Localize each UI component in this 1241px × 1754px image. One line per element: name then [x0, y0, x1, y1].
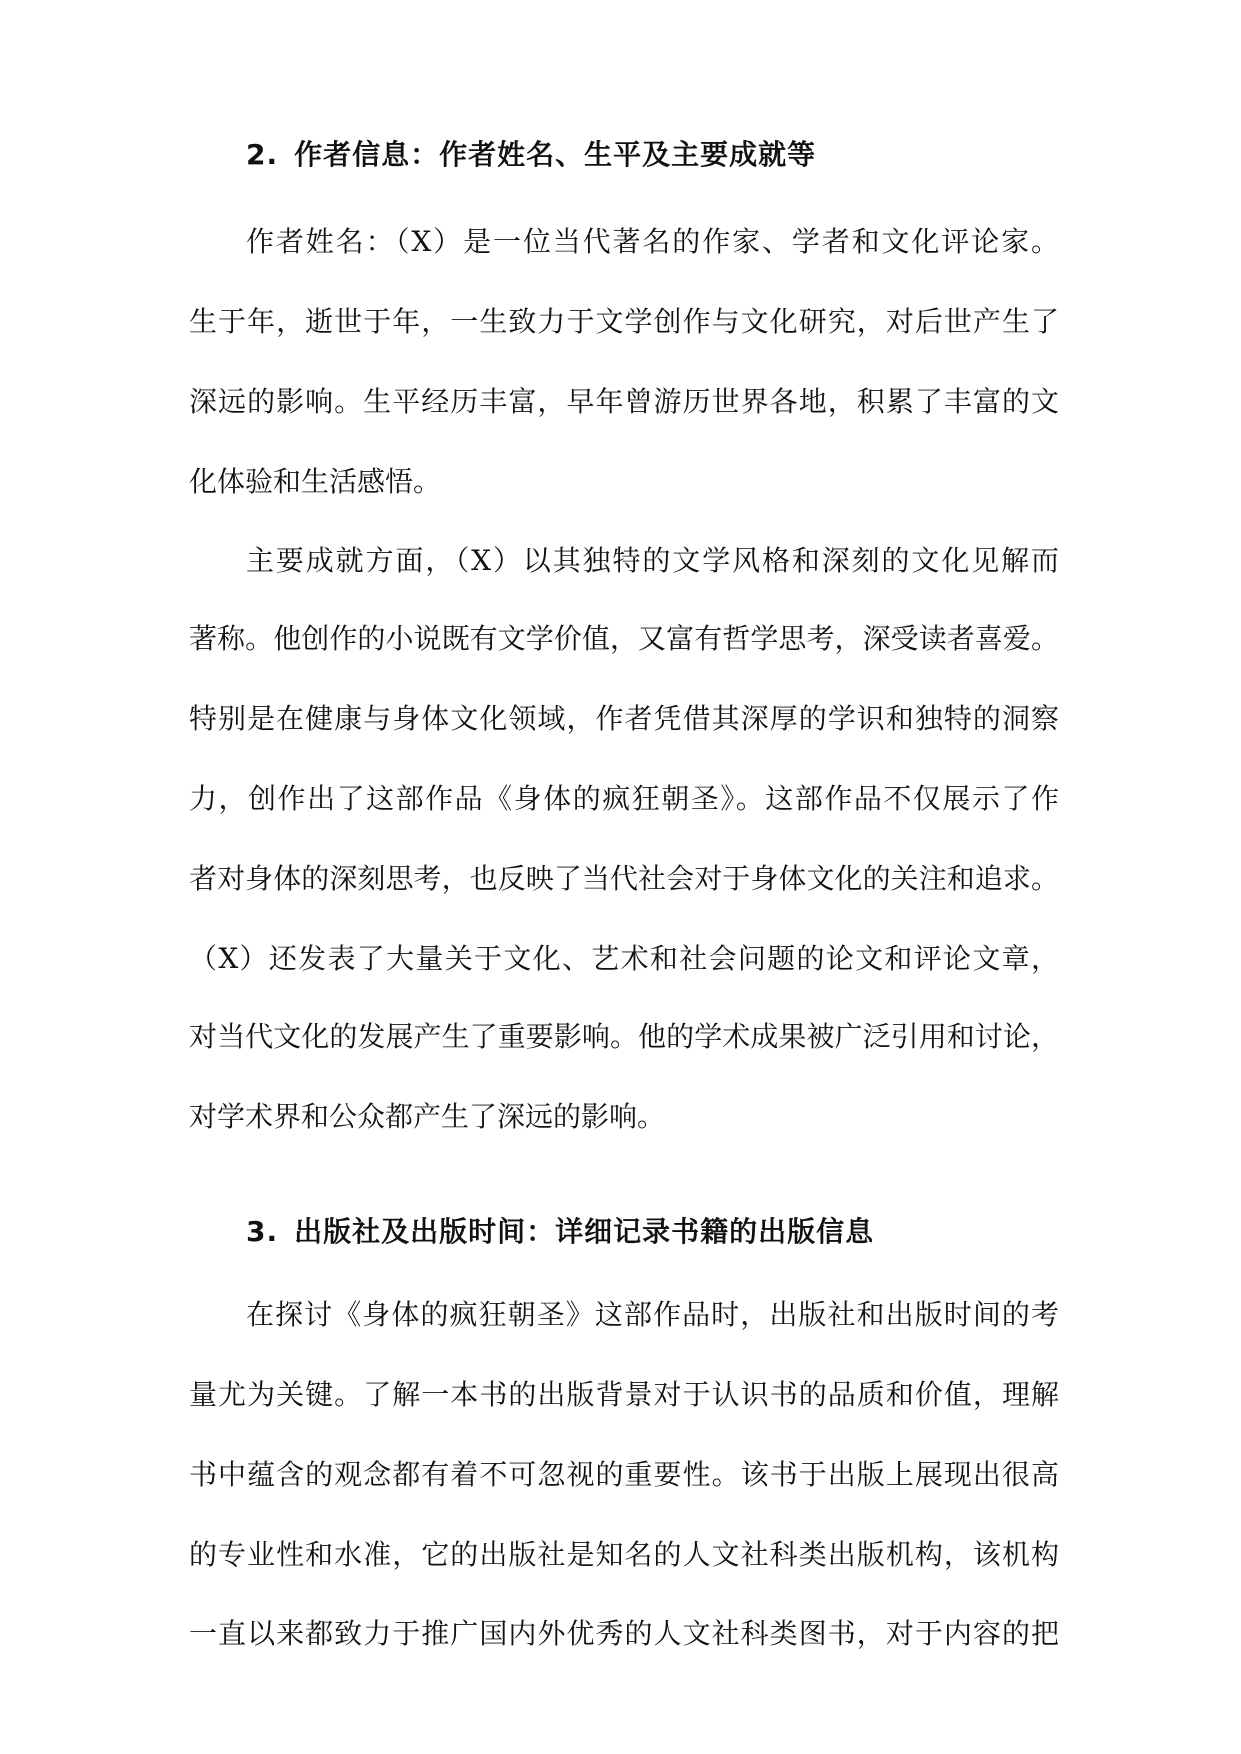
- paragraph-line: 对学术界和公众都产生了深远的影响。: [189, 1100, 666, 1133]
- paragraph-line: 特别是在健康与身体文化领域，作者凭借其深厚的学识和独特的洞察: [189, 702, 1059, 735]
- section-3-title: 出版社及出版时间：详细记录书籍的出版信息: [294, 1215, 875, 1248]
- paragraph-line: 在探讨《身体的疯狂朝圣》这部作品时，出版社和出版时间的考: [246, 1298, 1059, 1331]
- section-3-number: 3.: [246, 1215, 279, 1248]
- section-3-heading: [246, 1212, 874, 1252]
- section-2-number: 2.: [246, 138, 279, 171]
- paragraph-line: 对当代文化的发展产生了重要影响。他的学术成果被广泛引用和讨论，: [189, 1020, 1059, 1053]
- paragraph-line: 主要成就方面，（X）以其独特的文学风格和深刻的文化见解而: [246, 544, 1059, 577]
- section-2-title: 作者信息：作者姓名、生平及主要成就等: [294, 138, 817, 171]
- paragraph-line: 深远的影响。生平经历丰富，早年曾游历世界各地，积累了丰富的文: [189, 385, 1059, 418]
- paragraph-line: 一直以来都致力于推广国内外优秀的人文社科类图书，对于内容的把: [189, 1617, 1059, 1650]
- paragraph-line: 生于年，逝世于年，一生致力于文学创作与文化研究，对后世产生了: [189, 305, 1059, 338]
- paragraph-line: 者对身体的深刻思考，也反映了当代社会对于身体文化的关注和追求。: [189, 862, 1059, 895]
- section-2-heading: [246, 135, 816, 175]
- paragraph-line: 力，创作出了这部作品《身体的疯狂朝圣》。这部作品不仅展示了作: [189, 782, 1059, 815]
- paragraph-line: 著称。他创作的小说既有文学价值，又富有哲学思考，深受读者喜爱。: [189, 622, 1059, 655]
- paragraph-line: 化体验和生活感悟。: [189, 465, 442, 498]
- paragraph-line: 量尤为关键。了解一本书的出版背景对于认识书的品质和价值，理解: [189, 1378, 1059, 1411]
- paragraph-line: 的专业性和水准，它的出版社是知名的人文社科类出版机构，该机构: [189, 1538, 1059, 1571]
- paragraph-line: 书中蕴含的观念都有着不可忽视的重要性。该书于出版上展现出很高: [189, 1458, 1059, 1491]
- paragraph-line: （X）还发表了大量关于文化、艺术和社会问题的论文和评论文章，: [189, 942, 1059, 975]
- paragraph-line: 作者姓名：（X）是一位当代著名的作家、学者和文化评论家。: [246, 225, 1059, 258]
